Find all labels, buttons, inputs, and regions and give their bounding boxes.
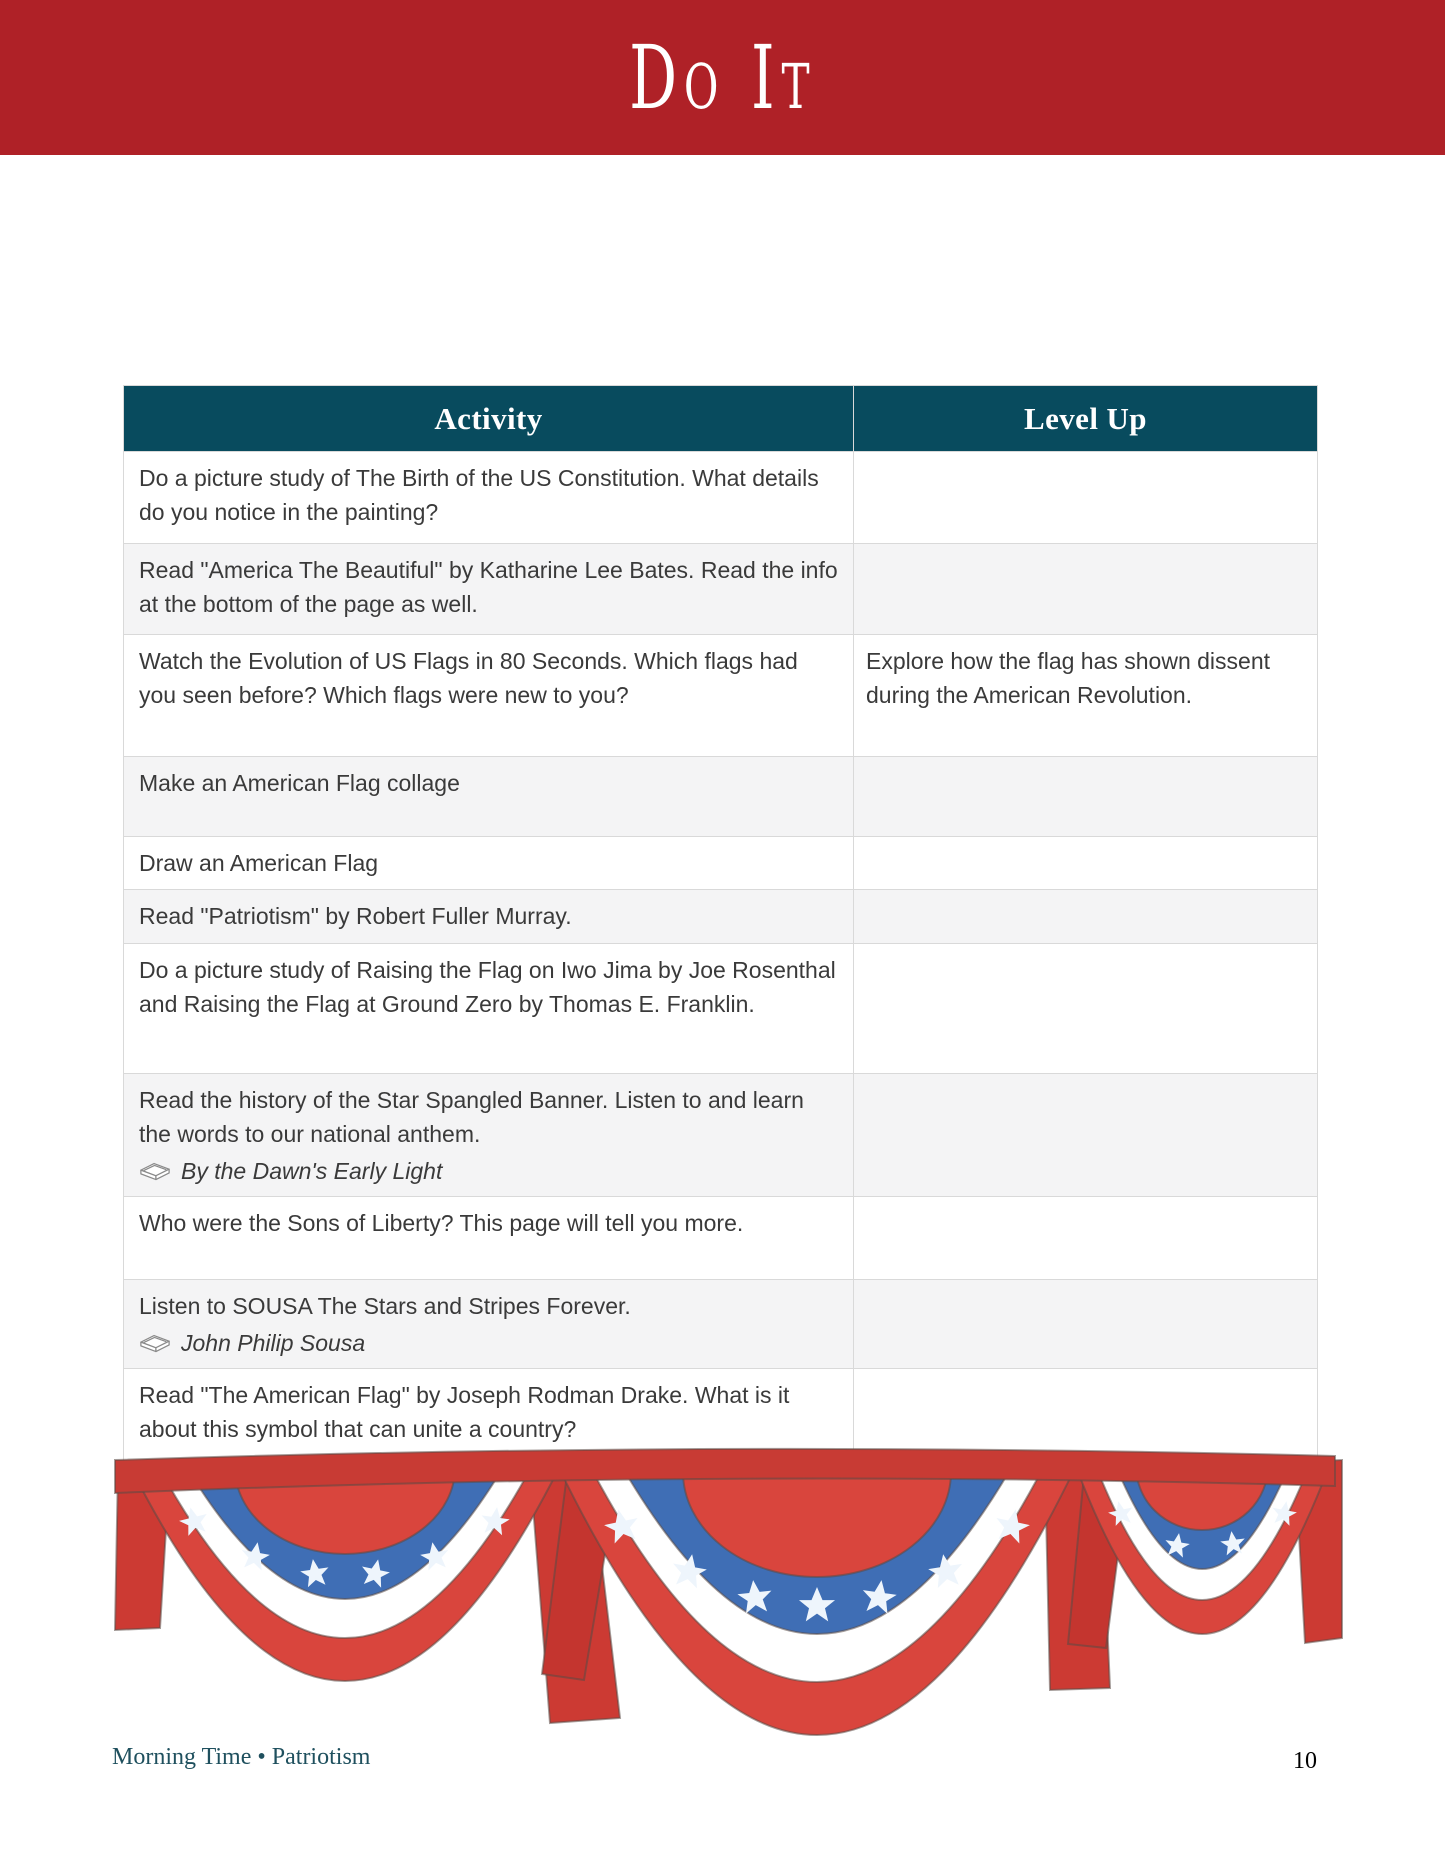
activity-cell: [124, 1074, 854, 1197]
levelup-cell: [854, 1369, 1318, 1464]
levelup-cell: Explore how the flag has shown dissent during the American Revolution.: [854, 635, 1318, 757]
activity-text: Listen to SOUSA The Stars and Stripes Forever.: [139, 1293, 631, 1319]
header-banner: [0, 0, 1445, 155]
levelup-cell: [854, 1197, 1318, 1280]
activity-text: Read "Patriotism" by Robert Fuller Murray.: [139, 903, 572, 929]
activity-text: Make an American Flag collage: [139, 770, 460, 796]
activity-text: Draw an American Flag: [139, 850, 379, 876]
table-row: [124, 757, 1318, 837]
table-row: [124, 544, 1318, 635]
activity-cell: [124, 1280, 854, 1369]
levelup-cell: [854, 944, 1318, 1074]
activity-table: [123, 385, 1318, 1464]
levelup-cell: [854, 837, 1318, 890]
table-header-levelup: Level Up: [854, 386, 1318, 452]
activity-table-container: [123, 385, 1317, 1464]
table-row: [124, 1074, 1318, 1197]
activity-cell: [124, 890, 854, 944]
table-row: [124, 1369, 1318, 1464]
activity-cell: [124, 837, 854, 890]
activity-text: Read "America The Beautiful" by Katharine Lee Bates. Read the info at the bottom of the page as well.: [139, 557, 838, 617]
table-row: [124, 1280, 1318, 1369]
activity-cell: [124, 544, 854, 635]
activity-cell: [124, 757, 854, 837]
activity-text: Read the history of the Star Spangled Banner. Listen to and learn the words to our national anthem.: [139, 1087, 804, 1147]
levelup-cell: [854, 890, 1318, 944]
activity-cell: [124, 1369, 854, 1464]
book-note-text: John Philip Sousa: [181, 1330, 366, 1356]
activity-text: Watch the Evolution of US Flags in 80 Seconds. Which flags had you seen before? Which flags were new to you?: [139, 648, 798, 708]
book-note: [139, 1326, 841, 1360]
table-row: [124, 944, 1318, 1074]
footer-breadcrumb: Morning Time • Patriotism: [112, 1744, 371, 1770]
activity-cell: [124, 635, 854, 757]
book-note: [139, 1154, 841, 1188]
book-icon: [139, 1161, 171, 1183]
bunting-banner-image: [100, 1438, 1345, 1760]
activity-text: Do a picture study of The Birth of the US Constitution. What details do you notice in the painting?: [139, 465, 819, 525]
activity-text: Who were the Sons of Liberty? This page will tell you more.: [139, 1210, 744, 1236]
table-header-row: [124, 386, 1318, 452]
activity-text: Read "The American Flag" by Joseph Rodman Drake. What is it about this symbol that can unite a country?: [139, 1382, 790, 1442]
levelup-cell: [854, 757, 1318, 837]
activity-cell: [124, 452, 854, 544]
table-body: [124, 452, 1318, 1464]
activity-cell: [124, 944, 854, 1074]
levelup-cell: [854, 452, 1318, 544]
table-header-activity: Activity: [124, 386, 854, 452]
levelup-cell: [854, 1280, 1318, 1369]
levelup-cell: [854, 544, 1318, 635]
page-title: Do It: [628, 25, 817, 129]
book-icon: [139, 1333, 171, 1355]
table-row: [124, 1197, 1318, 1280]
table-row: [124, 837, 1318, 890]
table-row: [124, 890, 1318, 944]
table-row: [124, 452, 1318, 544]
activity-text: Do a picture study of Raising the Flag on Iwo Jima by Joe Rosenthal and Raising the Flag at Ground Zero by Thomas E. Franklin.: [139, 957, 836, 1017]
page-number: 10: [1293, 1748, 1317, 1774]
book-note-text: By the Dawn's Early Light: [181, 1158, 443, 1184]
levelup-cell: [854, 1074, 1318, 1197]
activity-cell: [124, 1197, 854, 1280]
table-row: [124, 635, 1318, 757]
